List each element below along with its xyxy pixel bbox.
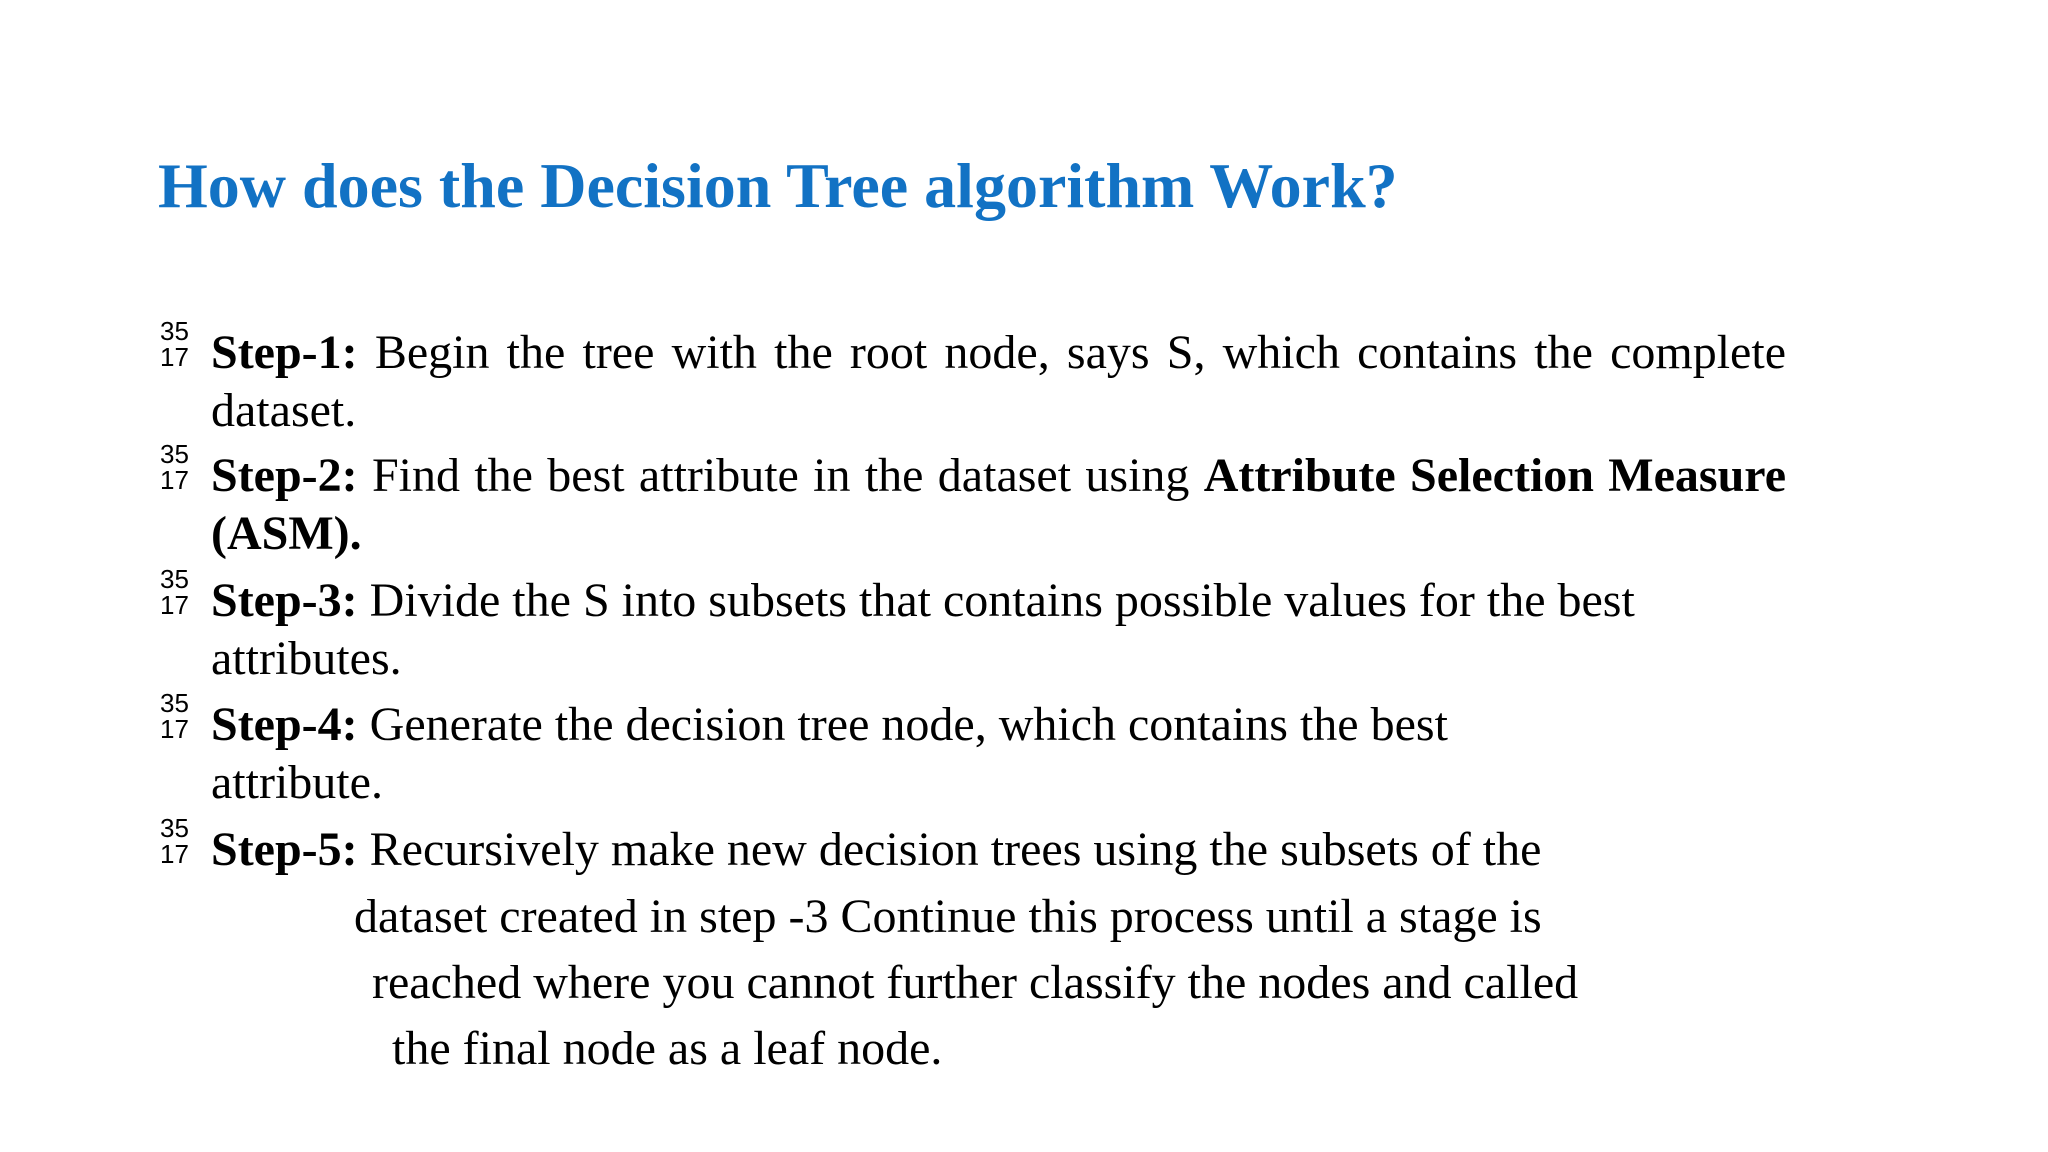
step-2-bold-term: Attribute Selection Measure (ASM). (211, 449, 1787, 560)
step-4-body: Generate the decision tree node, which contains the best attribute. (211, 698, 1448, 809)
step-1-body: Begin the tree with the root node, says S, which contains the complete dataset. (211, 326, 1786, 437)
step-1-text (211, 324, 1786, 440)
step-3-label: Step-3: (211, 574, 358, 627)
bullet-bottom-number: 17 (160, 342, 189, 372)
slide-title: How does the Decision Tree algorithm Work? (158, 150, 1398, 221)
bullet-bottom-number: 17 (160, 465, 189, 495)
step-2-text (211, 447, 1786, 563)
step-5-first-line (211, 821, 1541, 879)
bullet-bottom-number: 17 (160, 839, 189, 869)
step-4-bullet (160, 690, 196, 742)
step-1-bullet (160, 318, 196, 370)
bullet-top-number: 35 (160, 439, 189, 469)
step-2-label: Step-2: (211, 449, 358, 502)
step-4-label: Step-4: (211, 698, 358, 751)
step-4-text (211, 696, 1631, 812)
step-5-continuation-line-3: the final node as a leaf node. (392, 1022, 943, 1075)
step-3-text (211, 572, 1731, 688)
bullet-top-number: 35 (160, 564, 189, 594)
step-5-bullet (160, 815, 196, 867)
step-5-continuation-line-1: dataset created in step -3 Continue this process until a stage is (354, 890, 1542, 943)
step-3-bullet (160, 566, 196, 618)
step-1-label: Step-1: (211, 326, 358, 379)
step-2-bullet (160, 441, 196, 493)
step-2-body: Find the best attribute in the dataset using (357, 449, 1204, 502)
bullet-bottom-number: 17 (160, 714, 189, 744)
step-5-body: Recursively make new decision trees using the subsets of the (357, 823, 1542, 876)
step-5-continuation-line-2: reached where you cannot further classify the nodes and called (372, 956, 1579, 1009)
bullet-bottom-number: 17 (160, 590, 189, 620)
bullet-top-number: 35 (160, 316, 189, 346)
bullet-top-number: 35 (160, 688, 189, 718)
bullet-top-number: 35 (160, 813, 189, 843)
step-3-body: Divide the S into subsets that contains possible values for the best attributes. (211, 574, 1635, 685)
step-5-label: Step-5: (211, 823, 358, 876)
